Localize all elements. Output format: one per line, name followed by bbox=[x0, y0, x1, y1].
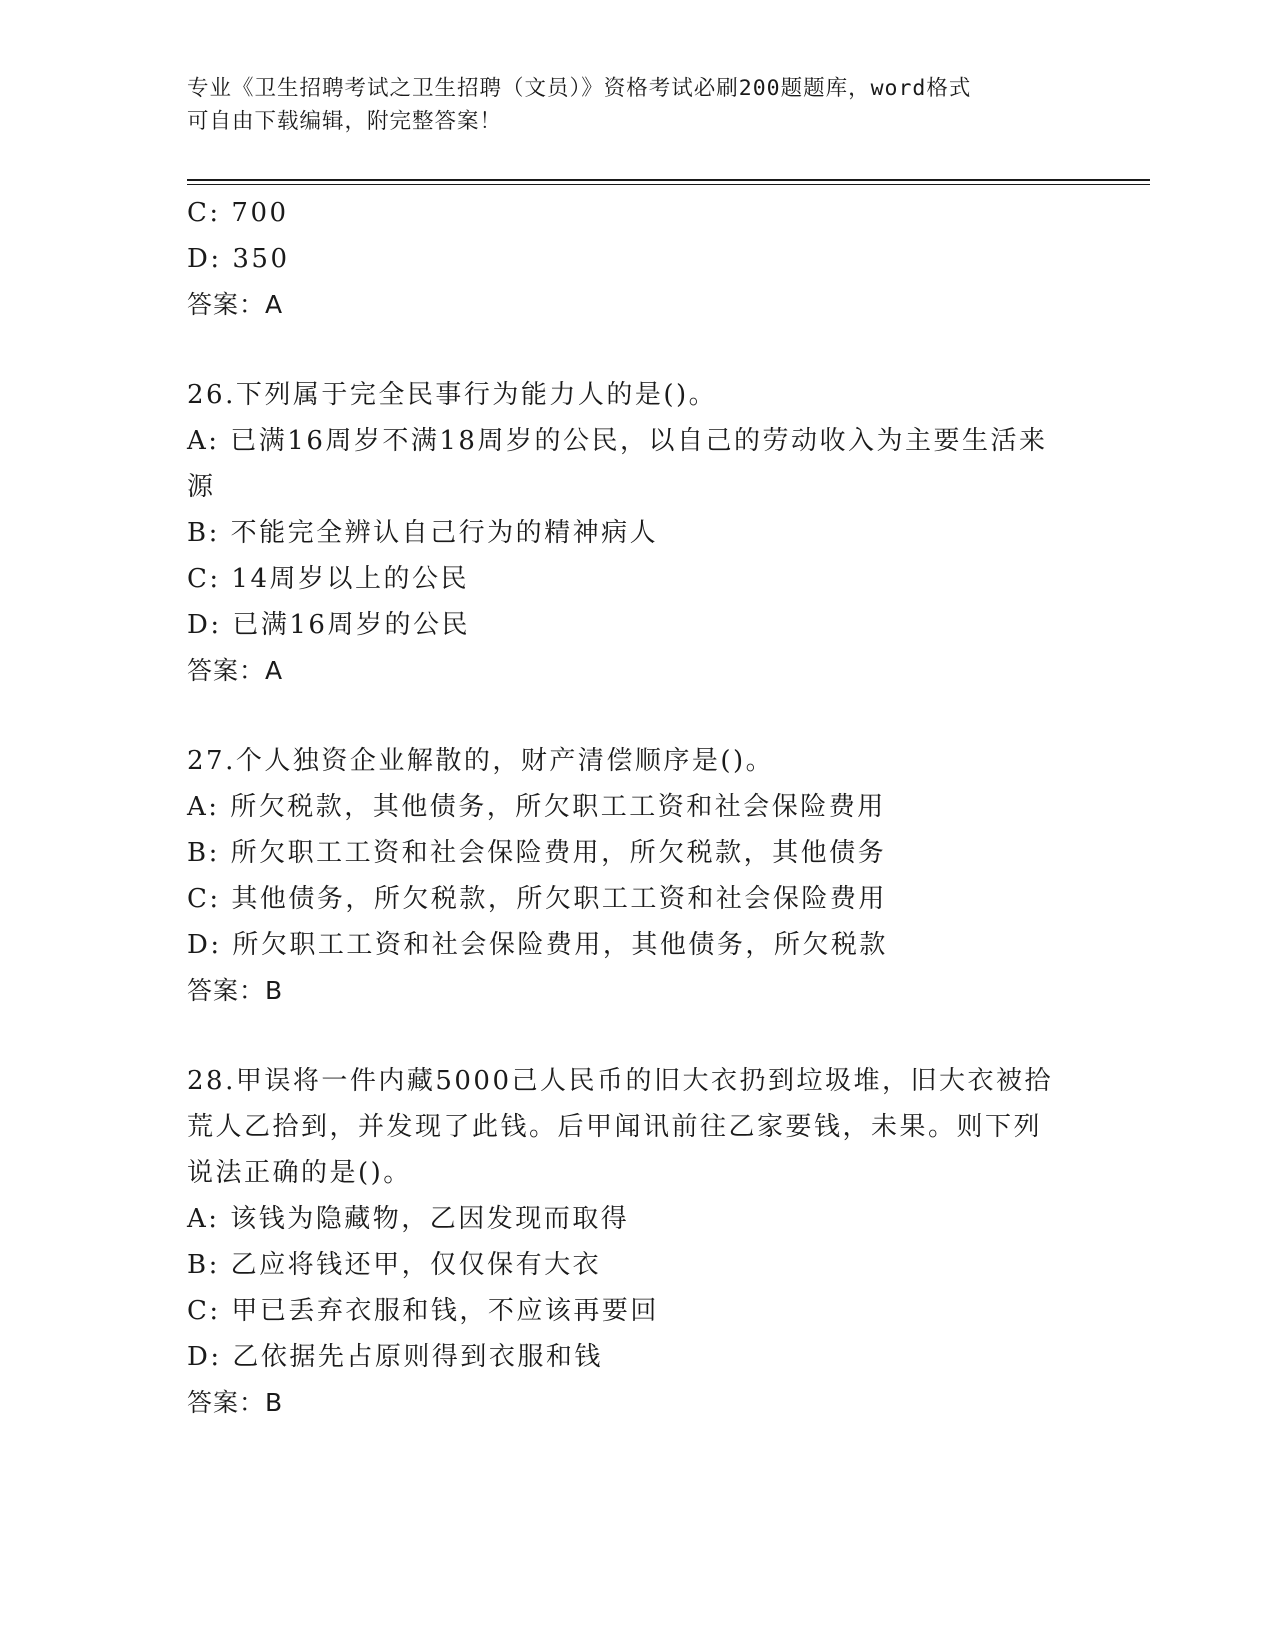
option-d: D: 乙依据先占原则得到衣服和钱 bbox=[187, 1342, 603, 1372]
option-b: B: 乙应将钱还甲，仅仅保有大衣 bbox=[187, 1250, 602, 1280]
document-header bbox=[187, 72, 1067, 138]
option-a: A: 所欠税款，其他债务，所欠职工工资和社会保险费用 bbox=[187, 792, 886, 822]
header-line-2: 可自由下载编辑，附完整答案！ bbox=[187, 109, 503, 134]
answer-line: 答案：B bbox=[187, 1388, 284, 1417]
question-block-prev bbox=[187, 190, 1067, 328]
option-a: A: 该钱为隐藏物，乙因发现而取得 bbox=[187, 1204, 630, 1234]
header-line-1: 专业《卫生招聘考试之卫生招聘（文员）》资格考试必刷200题题库，word格式 bbox=[187, 76, 972, 101]
answer-line: 答案：A bbox=[187, 290, 284, 319]
question-block-28 bbox=[187, 1058, 1067, 1426]
question-text: 26.下列属于完全民事行为能力人的是()。 bbox=[187, 380, 718, 410]
option-c: C: 700 bbox=[187, 198, 289, 228]
answer-line: 答案：A bbox=[187, 656, 284, 685]
header-divider-thick bbox=[187, 179, 1150, 181]
option-c: C: 14周岁以上的公民 bbox=[187, 564, 470, 594]
question-block-27 bbox=[187, 738, 1067, 1014]
question-text: 27.个人独资企业解散的，财产清偿顺序是()。 bbox=[187, 746, 775, 776]
option-a: A: 已满16周岁不满18周岁的公民，以自己的劳动收入为主要生活来源 bbox=[187, 426, 1048, 502]
answer-line: 答案：B bbox=[187, 976, 284, 1005]
option-d: D: 350 bbox=[187, 244, 290, 274]
question-list bbox=[187, 190, 1067, 1426]
question-gap bbox=[187, 1014, 1067, 1058]
question-text: 28.甲误将一件内藏5000己人民币的旧大衣扔到垃圾堆，旧大衣被拾荒人乙拾到，并发现了此钱。后甲闻讯前往乙家要钱，未果。则下列说法正确的是()。 bbox=[187, 1066, 1054, 1188]
option-d: D: 已满16周岁的公民 bbox=[187, 610, 470, 640]
option-c: C: 甲已丢弃衣服和钱，不应该再要回 bbox=[187, 1296, 659, 1326]
option-c: C: 其他债务，所欠税款，所欠职工工资和社会保险费用 bbox=[187, 884, 887, 914]
question-block-26 bbox=[187, 372, 1067, 694]
option-b: B: 所欠职工工资和社会保险费用，所欠税款，其他债务 bbox=[187, 838, 887, 868]
option-d: D: 所欠职工工资和社会保险费用，其他债务，所欠税款 bbox=[187, 930, 888, 960]
header-divider-thin bbox=[187, 184, 1150, 185]
question-gap bbox=[187, 694, 1067, 738]
option-b: B: 不能完全辨认自己行为的精神病人 bbox=[187, 518, 659, 548]
question-gap bbox=[187, 328, 1067, 372]
